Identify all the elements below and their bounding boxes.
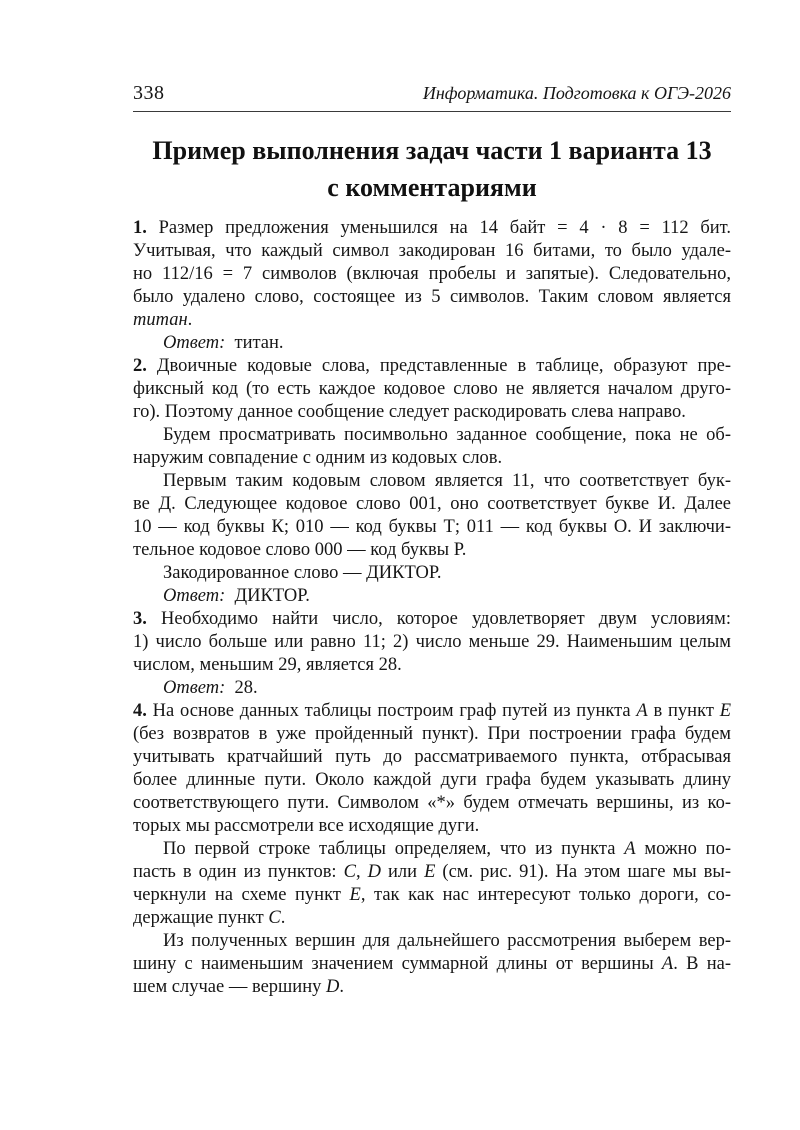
bold-text-segment: 4. xyxy=(133,701,147,721)
italic-text-segment: Ответ: xyxy=(163,678,226,698)
text-segment: соответствующего пути. Символом «*» будем отмечать вершины, из ко- xyxy=(133,793,731,813)
page-title xyxy=(133,132,731,206)
text-line xyxy=(133,723,731,746)
text-segment: 1) число больше или равно 11; 2) число меньше 29. Наименьшим целым xyxy=(133,632,731,652)
text-line xyxy=(133,401,731,424)
text-segment: было удалено слово, состоящее из 5 символов. Таким словом является xyxy=(133,287,731,307)
page-number: 338 xyxy=(133,82,165,104)
text-line xyxy=(133,631,731,654)
text-segment: титан. xyxy=(225,333,284,353)
text-segment: Из полученных вершин для дальнейшего рассмотрения выберем вер- xyxy=(163,931,731,951)
text-line xyxy=(133,861,731,884)
bold-text-segment: 3. xyxy=(133,609,147,629)
text-line xyxy=(133,746,731,769)
text-line xyxy=(133,447,731,470)
italic-text-segment: Ответ: xyxy=(163,333,226,353)
text-line xyxy=(133,608,731,631)
text-segment: Двоичные кодовые слова, представленные в таблице, образуют пре- xyxy=(146,356,731,376)
text-segment: числом, меньшим 29, является 28. xyxy=(133,655,402,675)
text-segment: го). Поэтому данное сообщение следует раскодировать слева направо. xyxy=(133,402,686,422)
text-segment: Размер предложения уменьшился на 14 байт = 4 · 8 = 112 бит. xyxy=(146,218,731,238)
text-line xyxy=(133,976,731,999)
text-line xyxy=(133,378,731,401)
italic-text-segment: титан xyxy=(133,310,188,330)
text-segment: но 112/16 = 7 символов (включая пробелы и запятые). Следовательно, xyxy=(133,264,731,284)
italic-text-segment: E xyxy=(719,701,732,721)
text-segment: 10 — код буквы К; 010 — код буквы Т; 011 — код буквы О. И заключи- xyxy=(133,517,731,537)
text-segment: . xyxy=(339,977,344,997)
text-segment: черкнули на схеме пункт xyxy=(133,885,350,905)
page-header xyxy=(133,82,731,112)
text-line xyxy=(133,217,731,240)
text-line xyxy=(133,953,731,976)
italic-text-segment: Ответ: xyxy=(163,586,226,606)
italic-text-segment: E xyxy=(349,885,361,905)
text-line xyxy=(133,769,731,792)
text-line xyxy=(133,700,731,723)
text-line xyxy=(133,539,731,562)
text-line xyxy=(133,516,731,539)
text-line xyxy=(133,585,731,608)
text-segment: пасть в один из пунктов: xyxy=(133,862,344,882)
text-segment: ве Д. Следующее кодовое слово 001, оно соответствует букве И. Далее xyxy=(133,494,731,514)
text-segment: (без возвратов в уже пройденный пункт). При построении графа будем xyxy=(133,724,731,744)
text-line xyxy=(133,332,731,355)
text-segment: Закодированное слово — ДИКТОР. xyxy=(163,563,442,583)
bold-text-segment: 1. xyxy=(133,218,147,238)
text-line xyxy=(133,263,731,286)
text-line xyxy=(133,792,731,815)
text-line xyxy=(133,240,731,263)
text-segment: фиксный код (то есть каждое кодовое слово не является началом друго- xyxy=(133,379,731,399)
italic-text-segment: A xyxy=(624,839,636,859)
text-segment: держащие пункт xyxy=(133,908,269,928)
text-segment: или xyxy=(380,862,425,882)
running-header: Информатика. Подготовка к ОГЭ-2026 xyxy=(422,83,731,103)
italic-text-segment: A xyxy=(636,701,648,721)
italic-text-segment: A xyxy=(661,954,674,974)
text-segment: Первым таким кодовым словом является 11, что соответствует бук- xyxy=(163,471,731,491)
text-segment: в пункт xyxy=(647,701,720,721)
text-line xyxy=(133,470,731,493)
bold-text-segment: 2. xyxy=(133,356,147,376)
text-line xyxy=(133,493,731,516)
text-segment: 28. xyxy=(225,678,258,698)
text-segment: . В на- xyxy=(673,954,731,974)
text-segment: Учитывая, что каждый символ закодирован 16 битами, то было удале- xyxy=(133,241,731,261)
text-segment: Будем просматривать посимвольно заданное сообщение, пока не об- xyxy=(163,425,731,445)
text-segment: шину с наименьшим значением суммарной длины от вершины xyxy=(133,954,662,974)
text-line xyxy=(133,907,731,930)
text-segment: , xyxy=(355,862,368,882)
text-line xyxy=(133,930,731,953)
text-segment: тельное кодовое слово 000 — код буквы Р. xyxy=(133,540,467,560)
text-segment: ДИКТОР. xyxy=(225,586,310,606)
text-segment: , так как нас интересуют только дороги, со- xyxy=(360,885,731,905)
text-segment: Необходимо найти число, которое удовлетворяет двум условиям: xyxy=(146,609,731,629)
italic-text-segment: D xyxy=(367,862,381,882)
text-segment: . xyxy=(187,310,193,330)
text-line xyxy=(133,654,731,677)
text-line xyxy=(133,838,731,861)
text-segment: более длинные пути. Около каждой дуги графа будем указывать длину xyxy=(133,770,731,790)
text-segment: По первой строке таблицы определяем, что из пункта xyxy=(163,839,625,859)
text-segment: шем случае — вершину xyxy=(133,977,326,997)
text-line xyxy=(133,424,731,447)
italic-text-segment: C xyxy=(268,908,281,928)
italic-text-segment: D xyxy=(325,977,340,997)
text-line xyxy=(133,286,731,309)
text-segment: . xyxy=(280,908,286,928)
italic-text-segment: C xyxy=(343,862,356,882)
title-line-1: Пример выполнения задач части 1 варианта 13 xyxy=(152,136,712,165)
text-segment: можно по- xyxy=(635,839,731,859)
text-segment: учитывать кратчайший путь до рассматриваемого пункта, отбрасывая xyxy=(133,747,731,767)
text-line xyxy=(133,815,731,838)
body-text xyxy=(133,217,731,999)
text-segment: наружим совпадение с одним из кодовых слов. xyxy=(133,448,503,468)
text-segment: На основе данных таблицы построим граф путей из пункта xyxy=(146,701,637,721)
text-line xyxy=(133,355,731,378)
text-line xyxy=(133,309,731,332)
text-segment: торых мы рассмотрели все исходящие дуги. xyxy=(133,816,480,836)
text-line xyxy=(133,884,731,907)
title-line-2: с комментариями xyxy=(327,173,537,202)
text-line xyxy=(133,562,731,585)
italic-text-segment: E xyxy=(424,862,436,882)
text-line xyxy=(133,677,731,700)
text-segment: (см. рис. 91). На этом шаге мы вы- xyxy=(435,862,731,882)
